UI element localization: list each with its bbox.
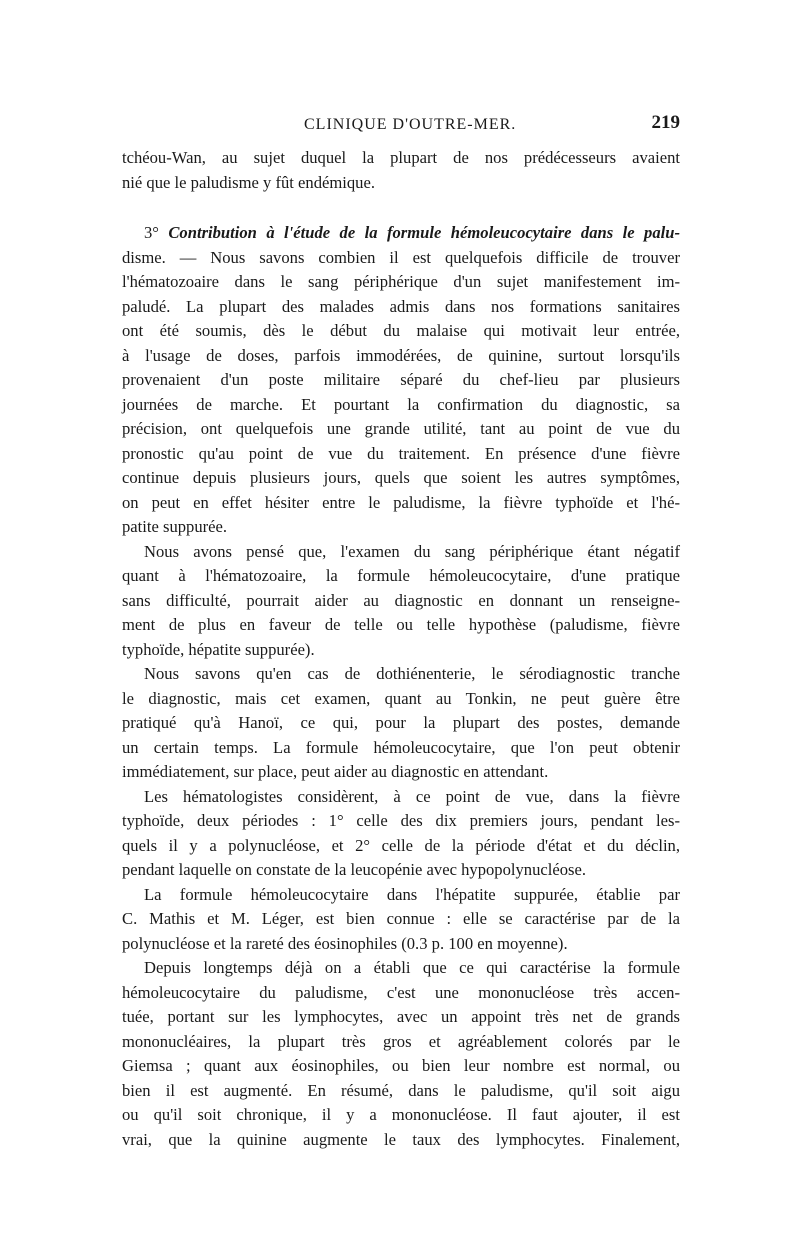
text-line: ment de plus en faveur de telle ou telle hypothèse (paludisme, fièvre [122, 615, 680, 634]
text-line: l'hématozoaire dans le sang périphérique d'un sujet manifestement im- [122, 272, 680, 291]
paragraph [122, 662, 680, 785]
page-number: 219 [651, 112, 680, 133]
section-paragraph [122, 221, 680, 540]
text-line: ou qu'il soit chronique, il y a mononucléose. Il faut ajouter, il est [122, 1105, 680, 1124]
text-line: pronostic qu'au point de vue du traitement. En présence d'une fièvre [122, 443, 680, 463]
text-line: journées de marche. Et pourtant la confirmation du diagnostic, sa [122, 394, 680, 414]
paragraph-gap [122, 195, 680, 221]
section-heading: Contribution à l'étude de la formule hémoleucocytaire dans le palu- [168, 223, 680, 242]
text-line: polynucléose et la rareté des éosinophiles (0.3 p. 100 en moyenne). [122, 933, 568, 953]
text-line: Depuis longtemps déjà on a établi que ce qui caractérise la formule [144, 958, 680, 977]
text-line: continue depuis plusieurs jours, quels que soient les autres symptômes, [122, 468, 680, 487]
section-heading-line [122, 221, 680, 246]
text-line: quant à l'hématozoaire, la formule hémoleucocytaire, d'une pratique [122, 566, 680, 585]
text-line: Nous avons pensé que, l'examen du sang périphérique étant négatif [144, 541, 680, 561]
paragraph [122, 883, 680, 957]
text-line: un certain temps. La formule hémoleucocytaire, que l'on peut obtenir [122, 737, 680, 757]
section-number: 3° [144, 223, 159, 242]
text-line: Giemsa ; quant aux éosinophiles, ou bien leur nombre est normal, ou [122, 1056, 680, 1075]
text-line: nié que le paludisme y fût endémique. [122, 172, 375, 192]
text-line: pratiqué qu'à Hanoï, ce qui, pour la plupart des postes, demande [122, 713, 680, 732]
text-line: mononucléaires, la plupart très gros et agréablement colorés par le [122, 1031, 680, 1051]
running-header [122, 112, 680, 136]
text-line: pendant laquelle on constate de la leucopénie avec hypopolynucléose. [122, 860, 586, 879]
text-line: hémoleucocytaire du paludisme, c'est une mononucléose très accen- [122, 982, 680, 1002]
text-line: immédiatement, sur place, peut aider au diagnostic en attendant. [122, 762, 549, 781]
text-line: Nous savons qu'en cas de dothiénenterie, le sérodiagnostic tranche [144, 664, 680, 683]
text-line: typhoïde, deux périodes : 1° celle des dix premiers jours, pendant les- [122, 811, 680, 830]
document-page [122, 112, 680, 1152]
text-line: C. Mathis et M. Léger, est bien connue : elle se caractérise par de la [122, 909, 680, 928]
text-line: tchéou-Wan, au sujet duquel la plupart de nos prédécesseurs avaient [122, 148, 680, 167]
text-line: paludé. La plupart des malades admis dans nos formations sanitaires [122, 296, 680, 316]
paragraph [122, 540, 680, 663]
paragraph [122, 785, 680, 883]
text-line: sans difficulté, pourrait aider au diagnostic en donnant un renseigne- [122, 590, 680, 610]
body-text [122, 146, 680, 1152]
text-line: vrai, que la quinine augmente le taux des lymphocytes. Finalement, [122, 1129, 680, 1149]
paragraph [122, 956, 680, 1152]
text-line: La formule hémoleucocytaire dans l'hépatite suppurée, établie par [144, 884, 680, 904]
text-line: on peut en effet hésiter entre le paludisme, la fièvre typhoïde et l'hé- [122, 492, 680, 512]
text-line: Les hématologistes considèrent, à ce point de vue, dans la fièvre [144, 786, 680, 806]
text-line: disme. — Nous savons combien il est quelquefois difficile de trouver [122, 247, 680, 267]
text-line: ont été soumis, dès le début du malaise qui motivait leur entrée, [122, 321, 680, 340]
text-line: bien il est augmenté. En résumé, dans le paludisme, qu'il soit aigu [122, 1080, 680, 1100]
text-line: patite suppurée. [122, 517, 228, 536]
text-line: précision, ont quelquefois une grande utilité, tant au point de vue du [122, 419, 680, 438]
text-line: typhoïde, hépatite suppurée). [122, 639, 315, 659]
text-line: provenaient d'un poste militaire séparé du chef-lieu par plusieurs [122, 370, 680, 389]
text-line: tuée, portant sur les lymphocytes, avec un appoint très net de grands [122, 1007, 680, 1026]
text-line: le diagnostic, mais cet examen, quant au Tonkin, ne peut guère être [122, 688, 680, 708]
paragraph [122, 146, 680, 195]
running-title: CLINIQUE D'OUTRE-MER. [304, 116, 517, 133]
text-line: quels il y a polynucléose, et 2° celle de la période d'état et du déclin, [122, 835, 680, 855]
text-line: à l'usage de doses, parfois immodérées, de quinine, surtout lorsqu'ils [122, 345, 680, 365]
